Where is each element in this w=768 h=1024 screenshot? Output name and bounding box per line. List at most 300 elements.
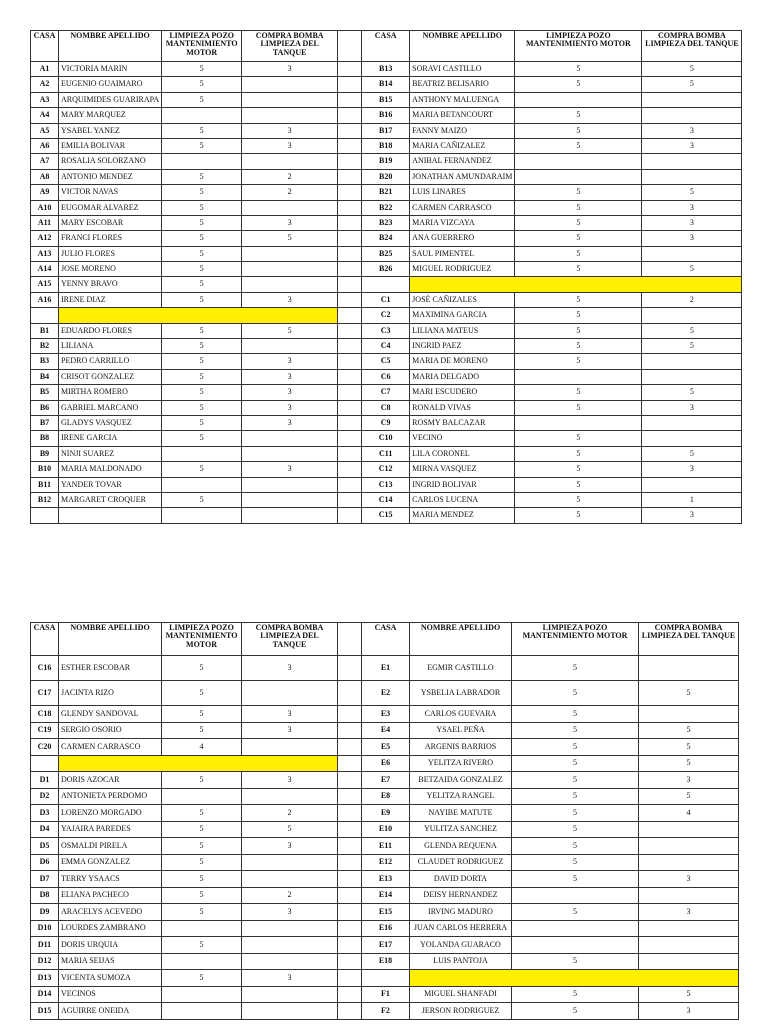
limpieza-cell: 5 [162, 838, 242, 855]
column-gap [338, 200, 362, 215]
compra-cell: 2 [242, 169, 338, 184]
compra-cell [242, 477, 338, 492]
nombre-cell: SORAVI CASTILLO [410, 62, 515, 77]
nombre-cell: EGMIR CASTILLO [410, 656, 512, 681]
nombre-cell: NINJI SUAREZ [59, 446, 162, 461]
compra-cell [242, 492, 338, 507]
limpieza-cell [162, 108, 242, 123]
nombre-cell: YULITZA SANCHEZ [410, 821, 512, 838]
compra-cell: 5 [639, 739, 739, 756]
casa-cell: E9 [362, 805, 410, 822]
nombre-cell: EDUARDO FLORES [59, 323, 162, 338]
nombre-cell: MARY ESCOBAR [59, 215, 162, 230]
column-gap [338, 492, 362, 507]
casa-cell: B16 [362, 108, 410, 123]
compra-cell [642, 154, 742, 169]
compra-cell: 3 [639, 1003, 739, 1020]
limpieza-cell: 5 [515, 385, 642, 400]
col-nombre: NOMBRE APELLIDO [410, 623, 512, 656]
nombre-cell: VICENTA SUMOZA [59, 970, 162, 987]
casa-cell: A10 [31, 200, 59, 215]
nombre-cell: JULIO FLORES [59, 246, 162, 261]
compra-cell [642, 431, 742, 446]
column-gap [338, 887, 362, 904]
limpieza-cell: 5 [515, 400, 642, 415]
casa-cell: A11 [31, 215, 59, 230]
nombre-cell: CARMEN CARRASCO [59, 739, 162, 756]
limpieza-cell: 5 [515, 492, 642, 507]
compra-cell: 2 [642, 292, 742, 307]
nombre-cell: MARIA DE MORENO [410, 354, 515, 369]
nombre-cell: YSBELIA LABRADOR [410, 681, 512, 706]
nombre-cell: EUGOMAR ALVAREZ [59, 200, 162, 215]
compra-cell [639, 953, 739, 970]
column-gap [338, 92, 362, 107]
casa-cell: C17 [31, 681, 59, 706]
column-gap [338, 904, 362, 921]
compra-cell [642, 169, 742, 184]
casa-cell: A7 [31, 154, 59, 169]
limpieza-cell: 5 [162, 681, 242, 706]
casa-cell: B5 [31, 385, 59, 400]
limpieza-cell: 5 [512, 1003, 639, 1020]
casa-cell: D3 [31, 805, 59, 822]
table-row [31, 169, 742, 184]
compra-cell [242, 77, 338, 92]
nombre-cell: LUIS LINARES [410, 185, 515, 200]
nombre-cell: IRENE GARCIA [59, 431, 162, 446]
limpieza-cell: 5 [162, 169, 242, 184]
nombre-cell: JUAN CARLOS HERRERA [410, 920, 512, 937]
nombre-cell: SAUL PIMENTEL [410, 246, 515, 261]
column-gap [338, 339, 362, 354]
table-row [31, 262, 742, 277]
table-row [31, 986, 739, 1003]
casa-cell: B4 [31, 369, 59, 384]
limpieza-cell: 5 [162, 904, 242, 921]
nombre-cell: ARQUIMIDES GUARIRAPA [59, 92, 162, 107]
casa-cell: E11 [362, 838, 410, 855]
limpieza-cell: 5 [162, 970, 242, 987]
casa-cell: D1 [31, 772, 59, 789]
casa-cell: D2 [31, 788, 59, 805]
column-gap [338, 953, 362, 970]
column-gap [338, 31, 362, 62]
limpieza-cell: 5 [512, 788, 639, 805]
nombre-cell: VICTORIA MARIN [59, 62, 162, 77]
table-row [31, 154, 742, 169]
compra-cell: 3 [242, 385, 338, 400]
nombre-cell: FANNY MAIZO [410, 123, 515, 138]
table-row [31, 323, 742, 338]
nombre-cell: MIGUEL SHANFADI [410, 986, 512, 1003]
column-gap [338, 722, 362, 739]
nombre-cell: LOURDES ZAMBRANO [59, 920, 162, 937]
nombre-cell: JACINTA RIZO [59, 681, 162, 706]
column-gap [338, 755, 362, 772]
limpieza-cell: 5 [515, 308, 642, 323]
compra-cell: 3 [642, 508, 742, 523]
nombre-cell: MARIA VIZCAYA [410, 215, 515, 230]
limpieza-cell: 5 [515, 462, 642, 477]
col-casa: CASA [362, 623, 410, 656]
compra-cell [642, 477, 742, 492]
nombre-cell: YSABEL YANEZ [59, 123, 162, 138]
column-gap [338, 937, 362, 954]
casa-cell: A13 [31, 246, 59, 261]
nombre-cell: ANIBAL FERNANDEZ [410, 154, 515, 169]
column-gap [338, 185, 362, 200]
limpieza-cell: 5 [512, 821, 639, 838]
nombre-cell: YELITZA RIVERO [410, 755, 512, 772]
limpieza-cell: 5 [515, 215, 642, 230]
compra-cell [242, 937, 338, 954]
limpieza-cell: 5 [162, 185, 242, 200]
limpieza-cell: 5 [162, 62, 242, 77]
compra-cell: 5 [642, 385, 742, 400]
limpieza-cell [162, 508, 242, 523]
col-compra: COMPRA BOMBA LIMPIEZA DEL TANQUE [639, 623, 739, 656]
limpieza-cell: 5 [162, 385, 242, 400]
compra-cell [242, 681, 338, 706]
compra-cell [639, 838, 739, 855]
nombre-cell: IRENE DIAZ [59, 292, 162, 307]
limpieza-cell: 5 [512, 854, 639, 871]
casa-cell: E6 [362, 755, 410, 772]
compra-cell [242, 154, 338, 169]
casa-cell: B22 [362, 200, 410, 215]
compra-cell: 1 [642, 492, 742, 507]
casa-cell: C18 [31, 706, 59, 723]
nombre-cell: JERSON RODRIGUEZ [410, 1003, 512, 1020]
compra-cell: 3 [242, 970, 338, 987]
casa-cell: C7 [362, 385, 410, 400]
limpieza-cell: 5 [515, 323, 642, 338]
compra-cell [242, 788, 338, 805]
compra-cell [242, 200, 338, 215]
limpieza-cell: 5 [515, 246, 642, 261]
compra-cell: 3 [242, 369, 338, 384]
limpieza-cell: 5 [162, 200, 242, 215]
compra-cell: 3 [242, 138, 338, 153]
nombre-cell: CARLOS LUCENA [410, 492, 515, 507]
limpieza-cell [512, 920, 639, 937]
limpieza-cell: 5 [162, 656, 242, 681]
casa-cell: C2 [362, 308, 410, 323]
nombre-cell: JOSÉ CAÑIZALES [410, 292, 515, 307]
compra-cell: 3 [642, 200, 742, 215]
table-row [31, 706, 739, 723]
compra-cell [639, 920, 739, 937]
table-row [31, 77, 742, 92]
nombre-cell: ARGENIS BARRIOS [410, 739, 512, 756]
casa-cell: B18 [362, 138, 410, 153]
col-compra: COMPRA BOMBA LIMPIEZA DEL TANQUE [242, 623, 338, 656]
casa-cell: D9 [31, 904, 59, 921]
column-gap [338, 788, 362, 805]
col-casa: CASA [362, 31, 410, 62]
casa-cell: B14 [362, 77, 410, 92]
compra-cell [642, 108, 742, 123]
nombre-cell: DEISY HERNANDEZ [410, 887, 512, 904]
column-gap [338, 871, 362, 888]
compra-cell: 3 [639, 772, 739, 789]
nombre-cell: INGRID BOLIVAR [410, 477, 515, 492]
casa-cell: D8 [31, 887, 59, 904]
compra-cell: 3 [242, 462, 338, 477]
casa-cell: E18 [362, 953, 410, 970]
nombre-cell: MIRTHA ROMERO [59, 385, 162, 400]
nombre-cell: NAYIBE MATUTE [410, 805, 512, 822]
table-row [31, 681, 739, 706]
nombre-cell: ANTONIO MENDEZ [59, 169, 162, 184]
casa-cell: C8 [362, 400, 410, 415]
col-compra: COMPRA BOMBA LIMPIEZA DEL TANQUE [642, 31, 742, 62]
casa-cell [31, 508, 59, 523]
limpieza-cell: 5 [162, 871, 242, 888]
col-nombre: NOMBRE APELLIDO [59, 31, 162, 62]
nombre-cell: LORENZO MORGADO [59, 805, 162, 822]
table-row [31, 185, 742, 200]
limpieza-cell [515, 169, 642, 184]
column-gap [338, 821, 362, 838]
compra-cell: 5 [639, 722, 739, 739]
casa-cell: D12 [31, 953, 59, 970]
nombre-cell: MAXIMINA GARCIA [410, 308, 515, 323]
casa-cell: E3 [362, 706, 410, 723]
limpieza-cell [515, 415, 642, 430]
compra-cell [642, 246, 742, 261]
casa-cell: B3 [31, 354, 59, 369]
casa-cell: E16 [362, 920, 410, 937]
column-gap [338, 415, 362, 430]
compra-cell: 3 [242, 415, 338, 430]
limpieza-cell: 5 [515, 292, 642, 307]
limpieza-cell: 5 [515, 62, 642, 77]
casa-cell: E14 [362, 887, 410, 904]
limpieza-cell: 5 [162, 92, 242, 107]
highlight-separator [59, 755, 338, 772]
compra-cell [242, 508, 338, 523]
limpieza-cell [515, 369, 642, 384]
limpieza-cell [162, 477, 242, 492]
nombre-cell: TERRY YSAACS [59, 871, 162, 888]
casa-cell: C12 [362, 462, 410, 477]
nombre-cell: LILA CORONEL [410, 446, 515, 461]
nombre-cell: MIRNA VASQUEZ [410, 462, 515, 477]
casa-cell: B6 [31, 400, 59, 415]
table-row [31, 937, 739, 954]
compra-cell [642, 369, 742, 384]
compra-cell: 3 [642, 400, 742, 415]
nombre-cell: MARIA BETANCOURT [410, 108, 515, 123]
nombre-cell: YENNY BRAVO [59, 277, 162, 292]
table-row [31, 821, 739, 838]
casa-cell: B10 [31, 462, 59, 477]
column-gap [338, 970, 362, 987]
limpieza-cell [512, 887, 639, 904]
col-limpieza: LIMPIEZA POZO MANTENIMIENTO MOTOR [162, 623, 242, 656]
nombre-cell: YAJAIRA PAREDES [59, 821, 162, 838]
limpieza-cell [515, 92, 642, 107]
nombre-cell: GLENDY SANDOVAL [59, 706, 162, 723]
compra-cell [242, 739, 338, 756]
limpieza-cell: 5 [162, 462, 242, 477]
casa-cell: E10 [362, 821, 410, 838]
casa-cell: E8 [362, 788, 410, 805]
nombre-cell: VECINO [410, 431, 515, 446]
compra-cell [242, 339, 338, 354]
limpieza-cell: 5 [515, 446, 642, 461]
casa-cell: D4 [31, 821, 59, 838]
table-row [31, 953, 739, 970]
casa-cell: A8 [31, 169, 59, 184]
compra-cell: 5 [642, 185, 742, 200]
casa-cell: B24 [362, 231, 410, 246]
limpieza-cell: 5 [512, 755, 639, 772]
casa-cell: B11 [31, 477, 59, 492]
table-row [31, 492, 742, 507]
casa-cell: A3 [31, 92, 59, 107]
table-row [31, 805, 739, 822]
casa-cell: E1 [362, 656, 410, 681]
casa-cell: A1 [31, 62, 59, 77]
nombre-cell: CARLOS GUEVARA [410, 706, 512, 723]
limpieza-cell: 5 [162, 354, 242, 369]
limpieza-cell: 5 [512, 986, 639, 1003]
column-gap [338, 277, 362, 292]
limpieza-cell: 5 [515, 108, 642, 123]
nombre-cell: MARI ESCUDERO [410, 385, 515, 400]
column-gap [338, 323, 362, 338]
limpieza-cell: 5 [515, 77, 642, 92]
compra-cell: 3 [242, 706, 338, 723]
casa-cell: B15 [362, 92, 410, 107]
table-row [31, 308, 742, 323]
casa-cell: B17 [362, 123, 410, 138]
nombre-cell: LUIS PANTOJA [410, 953, 512, 970]
limpieza-cell: 5 [512, 953, 639, 970]
column-gap [338, 986, 362, 1003]
compra-cell: 5 [639, 755, 739, 772]
column-gap [338, 681, 362, 706]
nombre-cell: RONALD VIVAS [410, 400, 515, 415]
table-row [31, 446, 742, 461]
nombre-cell: MARIA DELGADO [410, 369, 515, 384]
house-payments-table-2 [30, 622, 739, 1020]
nombre-cell: VECINOS [59, 986, 162, 1003]
nombre-cell: CARMEN CARRASCO [410, 200, 515, 215]
nombre-cell: ROSALIA SOLORZANO [59, 154, 162, 169]
casa-cell: A2 [31, 77, 59, 92]
limpieza-cell: 5 [162, 262, 242, 277]
nombre-cell: YOLANDA GUARACO [410, 937, 512, 954]
limpieza-cell: 5 [162, 722, 242, 739]
casa-cell: B25 [362, 246, 410, 261]
limpieza-cell: 5 [512, 722, 639, 739]
limpieza-cell [162, 920, 242, 937]
limpieza-cell: 5 [162, 772, 242, 789]
limpieza-cell: 5 [162, 937, 242, 954]
casa-cell: C6 [362, 369, 410, 384]
highlight-separator [410, 970, 739, 987]
casa-cell: C19 [31, 722, 59, 739]
limpieza-cell [162, 1003, 242, 1020]
column-gap [338, 838, 362, 855]
nombre-cell: MARIA MENDEZ [410, 508, 515, 523]
nombre-cell: YELITZA RANGEL [410, 788, 512, 805]
compra-cell [242, 871, 338, 888]
table-row [31, 400, 742, 415]
nombre-cell: MARIA CAÑIZALEZ [410, 138, 515, 153]
compra-cell: 5 [639, 788, 739, 805]
highlight-separator [410, 277, 742, 292]
nombre-cell: INGRID PAEZ [410, 339, 515, 354]
casa-cell: C16 [31, 656, 59, 681]
nombre-cell: DORIS AZOCAR [59, 772, 162, 789]
col-casa: CASA [31, 623, 59, 656]
column-gap [338, 77, 362, 92]
compra-cell [639, 937, 739, 954]
casa-cell: D15 [31, 1003, 59, 1020]
table-row [31, 292, 742, 307]
compra-cell: 5 [642, 339, 742, 354]
compra-cell: 5 [642, 446, 742, 461]
compra-cell: 2 [242, 887, 338, 904]
nombre-cell: ROSMY BALCAZAR [410, 415, 515, 430]
casa-cell: C20 [31, 739, 59, 756]
nombre-cell: MARIA MALDONADO [59, 462, 162, 477]
table-row [31, 970, 739, 987]
compra-cell: 3 [642, 231, 742, 246]
col-nombre: NOMBRE APELLIDO [410, 31, 515, 62]
col-limpieza: LIMPIEZA POZO MANTENIMIENTO MOTOR [512, 623, 639, 656]
column-gap [338, 739, 362, 756]
column-gap [338, 354, 362, 369]
limpieza-cell: 5 [512, 838, 639, 855]
limpieza-cell: 5 [162, 887, 242, 904]
house-payments-table-1 [30, 30, 742, 524]
limpieza-cell: 5 [515, 339, 642, 354]
column-gap [338, 62, 362, 77]
nombre-cell: VICTOR NAVAS [59, 185, 162, 200]
compra-cell [242, 446, 338, 461]
casa-cell: D14 [31, 986, 59, 1003]
nombre-cell [59, 508, 162, 523]
table-row [31, 854, 739, 871]
nombre-cell: MARIA SEIJAS [59, 953, 162, 970]
nombre-cell: ELIANA PACHECO [59, 887, 162, 904]
table-row [31, 904, 739, 921]
limpieza-cell: 5 [512, 739, 639, 756]
casa-cell: A5 [31, 123, 59, 138]
casa-cell: E5 [362, 739, 410, 756]
column-gap [338, 138, 362, 153]
limpieza-cell: 5 [162, 369, 242, 384]
column-gap [338, 169, 362, 184]
limpieza-cell: 5 [512, 706, 639, 723]
limpieza-cell [162, 154, 242, 169]
table-row [31, 123, 742, 138]
table-row [31, 369, 742, 384]
column-gap [338, 292, 362, 307]
nombre-cell: SERGIO OSORIO [59, 722, 162, 739]
casa-cell: C14 [362, 492, 410, 507]
casa-cell: B23 [362, 215, 410, 230]
casa-cell [31, 755, 59, 772]
compra-cell [242, 262, 338, 277]
casa-cell: A12 [31, 231, 59, 246]
